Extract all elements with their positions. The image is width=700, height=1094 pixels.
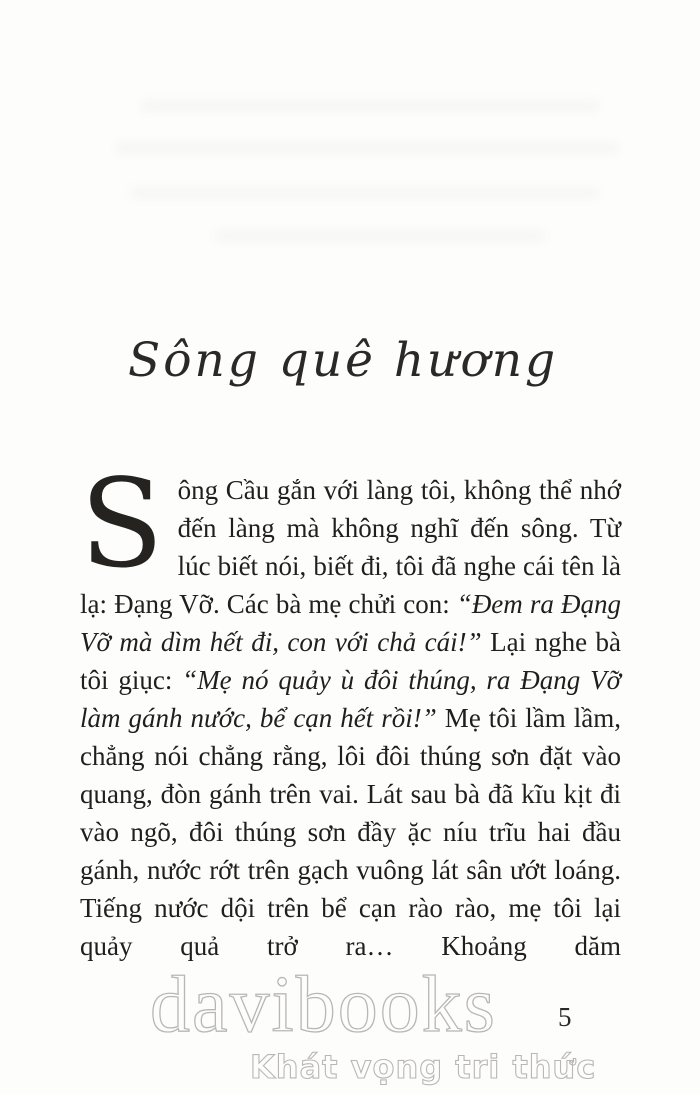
watermark-slogan-text: Khát vọng tri thức	[250, 1048, 597, 1086]
bleed-through-ghost	[95, 92, 635, 252]
paragraph-segment-quote: “Mẹ nó quảy ù đôi thúng, ra Đạng Vỡ làm gánh nước, bể cạn hết rồi!”	[80, 665, 621, 733]
page-number: 5	[558, 1002, 572, 1032]
paragraph-segment: Mẹ tôi lầm lầm, chẳng nói chẳng rằng, lôi đôi thúng sơn đặt vào quang, đòn gánh trên vai. Lát sau bà đã kĩu kịt đi vào ngõ, đôi thúng sơn đầy ặc níu trĩu hai đầu gánh, nước rớt trên gạch vuông lát sân ướt loáng. Tiếng nước dội trên bể cạn rào rào, mẹ tôi lại quảy quả trở ra… Khoảng dăm	[80, 703, 622, 961]
bleed-through-line	[115, 142, 620, 154]
bleed-through-line	[140, 100, 600, 112]
chapter-title: Sông quê hương	[128, 333, 559, 388]
body-paragraph	[80, 453, 622, 965]
bleed-through-line	[130, 187, 600, 199]
bleed-through-line	[215, 230, 545, 242]
paragraph-segment: ông Cầu gắn với làng tôi, không thể nhớ đến làng mà không nghĩ đến sông. Từ lúc biết nói, biết đi, tôi đã nghe cái tên là lạ: Đạng Vỡ. Các bà mẹ chửi con:	[80, 475, 621, 619]
paragraph-segment-quote: “Đem ra Đạng Vỡ mà dìm hết đi, con với chả cái!”	[80, 589, 621, 657]
drop-cap: S	[80, 453, 164, 595]
paragraph-segment: Lại nghe bà tôi giục:	[80, 627, 621, 695]
watermark-logo-text: davibooks	[150, 961, 497, 1049]
